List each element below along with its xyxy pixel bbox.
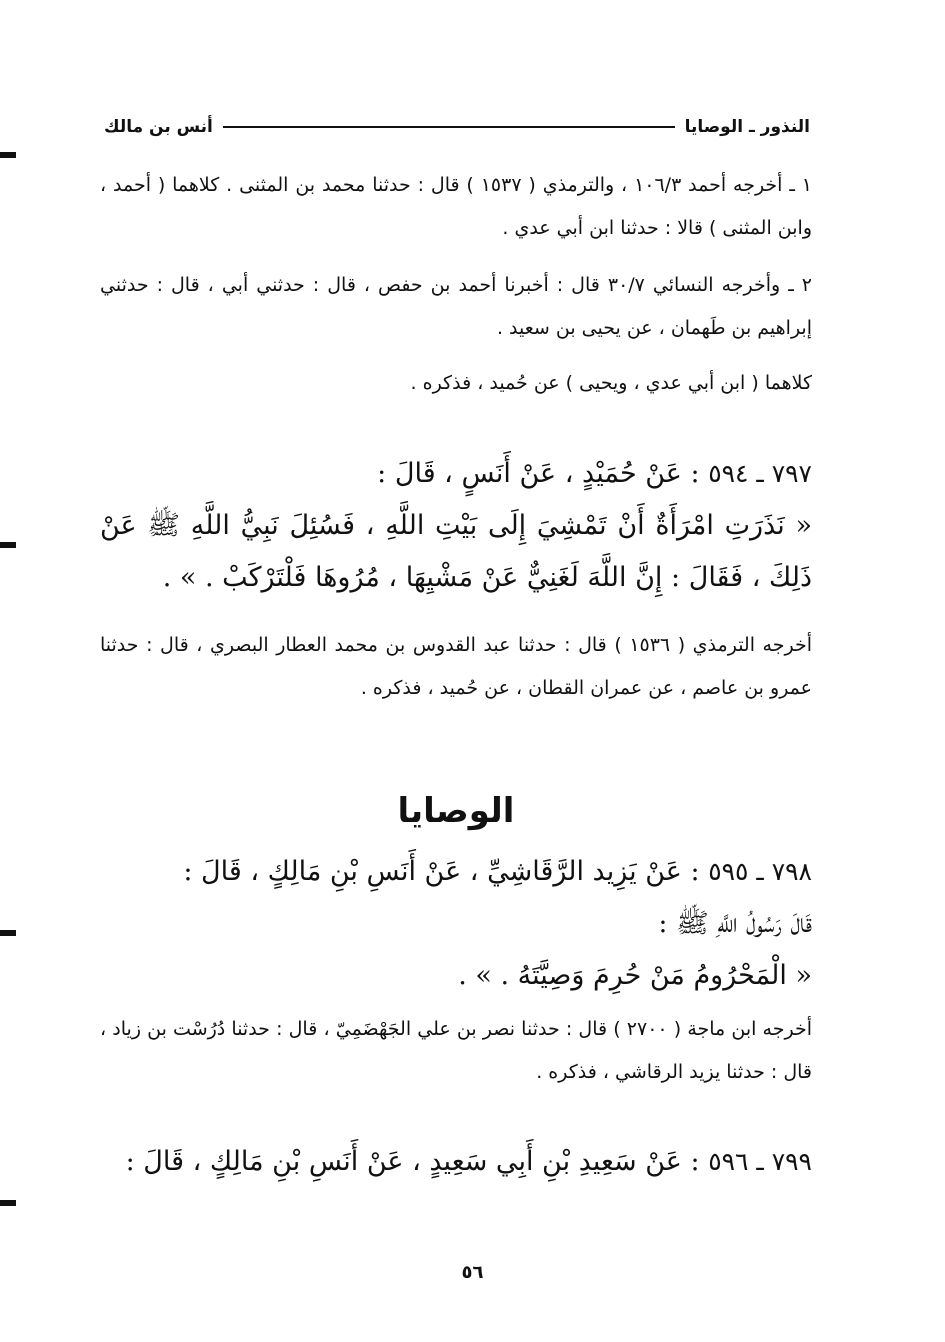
- hadith-matn: « الْمَحْرُومُ مَنْ حُرِمَ وَصِيَّتَهُ . » .: [458, 960, 812, 991]
- hadith-799: [100, 1136, 812, 1188]
- header-rule: [223, 126, 675, 128]
- hadith-number: ٧٩٧ ـ ٥٩٤: [708, 459, 812, 488]
- footnote-1: ١ ـ أخرجه أحمد ١٠٦/٣ ، والترمذي ( ١٥٣٧ ) قال : حدثنا محمد بن المثنى . كلاهما ( أحمد ، وابن المثنى ) قالا : حدثنا ابن أبي عدي .: [100, 174, 812, 239]
- header-narrator: أنس بن مالك: [104, 117, 213, 137]
- hadith-matn: « نَذَرَتِ امْرَأَةٌ أَنْ تَمْشِيَ إِلَى بَيْتِ اللَّهِ ، فَسُئِلَ نَبِيُّ اللَّهِ ﷺ عَنْ ذَلِكَ ، فَقَالَ : إِنَّ اللَّهَ لَغَنِيٌّ عَنْ مَشْيِهَا ، مُرُوهَا فَلْتَرْكَبْ . » .: [100, 510, 812, 593]
- takhrij-797: أخرجه الترمذي ( ١٥٣٦ ) قال : حدثنا عبد القدوس بن محمد العطار البصري ، قال : حدثنا عمرو بن عاصم ، عن عمران القطان ، عن حُميد ، فذكره .: [100, 634, 812, 699]
- edge-mark: [0, 930, 16, 936]
- edge-mark: [0, 152, 16, 158]
- footnote-2: ٢ ـ وأخرجه النسائي ٣٠/٧ قال : أخبرنا أحمد بن حفص ، قال : حدثني أبي ، قال : حدثني إبراهيم بن طَهمان ، عن يحيى بن سعيد .: [100, 274, 812, 339]
- takhrij-798: أخرجه ابن ماجة ( ٢٧٠٠ ) قال : حدثنا نصر بن علي الجَهْضَمِيّ ، قال : حدثنا دُرُسْت بن زياد ، قال : حدثنا يزيد الرقاشي ، فذكره .: [100, 1018, 812, 1083]
- section-title: الوصايا: [397, 791, 515, 831]
- edge-mark: [0, 542, 16, 548]
- hadith-isnad: : عَنْ حُمَيْدٍ ، عَنْ أَنَسٍ ، قَالَ :: [377, 458, 700, 489]
- running-header: [104, 112, 810, 142]
- edge-mark: [0, 1200, 16, 1206]
- header-chapter: النذور ـ الوصايا: [684, 117, 810, 137]
- hadith-798: [100, 846, 812, 1002]
- hadith-isnad: : عَنْ سَعِيدِ بْنِ أَبِي سَعِيدٍ ، عَنْ أَنَسِ بْنِ مَالِكٍ ، قَالَ :: [125, 1146, 700, 1177]
- page-number: ٥٦: [461, 1262, 484, 1283]
- hadith-number: ٧٩٨ ـ ٥٩٥: [708, 857, 812, 886]
- hadith-797: [100, 448, 812, 604]
- hadith-isnad: : عَنْ يَزِيد الرَّقَاشِيِّ ، عَنْ أَنَسِ بْنِ مَالِكٍ ، قَالَ :: [183, 856, 700, 887]
- footnote-3: كلاهما ( ابن أبي عدي ، ويحيى ) عن حُميد ، فذكره .: [410, 372, 812, 394]
- hadith-number: ٧٩٩ ـ ٥٩٦: [708, 1147, 812, 1176]
- hadith-intro: قَالَ رَسُولُ اللَّهِ ﷺ :: [658, 908, 812, 939]
